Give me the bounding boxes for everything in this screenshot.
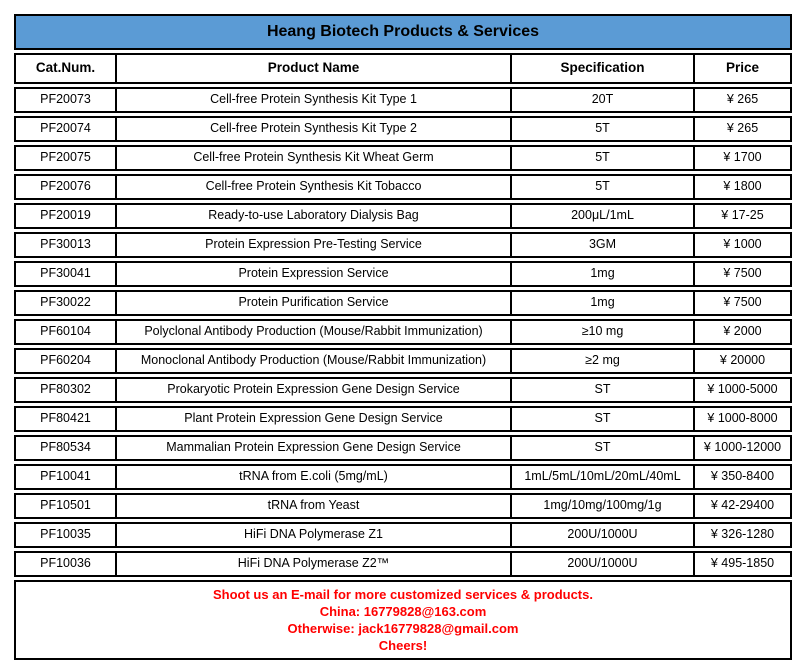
table-row [14,290,792,316]
table-row [14,464,792,490]
products-price-table [14,14,792,660]
table-row [14,174,792,200]
cell-specification: 200μL/1mL [512,205,695,227]
cell-specification: 5T [512,147,695,169]
cell-catnum: PF20075 [16,147,117,169]
cell-catnum: PF20019 [16,205,117,227]
footer-line-otherwise-email: Otherwise: jack16779828@gmail.com [287,621,519,636]
cell-price: ¥ 20000 [719,353,766,368]
cell-specification: 3GM [512,234,695,256]
table-row [14,435,792,461]
cell-price: ¥ 42-29400 [710,498,775,513]
cell-price: ¥ 326-1280 [710,527,775,542]
table-row [14,232,792,258]
column-header-specification: Specification [512,55,695,82]
footer-line-cheers: Cheers! [378,638,428,653]
cell-specification: 1mg [512,263,695,285]
cell-price: ¥ 1000 [723,237,762,252]
cell-product-name: Protein Expression Pre-Testing Service [117,234,512,256]
table-row [14,87,792,113]
footer-note [14,580,792,660]
table-row [14,319,792,345]
cell-catnum: PF30041 [16,263,117,285]
cell-price: ¥ 1000-12000 [703,440,782,455]
cell-specification: 5T [512,176,695,198]
cell-product-name: Cell-free Protein Synthesis Kit Wheat Germ [117,147,512,169]
cell-price: ¥ 2000 [723,324,762,339]
cell-catnum: PF30013 [16,234,117,256]
cell-product-name: Cell-free Protein Synthesis Kit Type 2 [117,118,512,140]
cell-price: ¥ 7500 [723,266,762,281]
cell-product-name: Polyclonal Antibody Production (Mouse/Rabbit Immunization) [117,321,512,343]
cell-catnum: PF80302 [16,379,117,401]
cell-price: ¥ 1700 [723,150,762,165]
cell-product-name: Cell-free Protein Synthesis Kit Tobacco [117,176,512,198]
cell-price: ¥ 1000-5000 [707,382,778,397]
cell-catnum: PF30022 [16,292,117,314]
cell-specification: 5T [512,118,695,140]
cell-product-name: Plant Protein Expression Gene Design Service [117,408,512,430]
cell-catnum: PF10036 [16,553,117,575]
table-title: Heang Biotech Products & Services [14,14,792,50]
cell-price: ¥ 7500 [723,295,762,310]
cell-product-name: Protein Purification Service [117,292,512,314]
cell-specification: ST [512,408,695,430]
cell-specification: ≥10 mg [512,321,695,343]
column-header-catnum: Cat.Num. [16,55,117,82]
table-row [14,348,792,374]
cell-specification: ≥2 mg [512,350,695,372]
cell-product-name: Protein Expression Service [117,263,512,285]
cell-specification: 1mg/10mg/100mg/1g [512,495,695,517]
cell-product-name: Monoclonal Antibody Production (Mouse/Rabbit Immunization) [117,350,512,372]
cell-price: ¥ 1800 [723,179,762,194]
footer-line-china-email: China: 16779828@163.com [319,604,487,619]
table-header-row [14,53,792,84]
cell-catnum: PF20074 [16,118,117,140]
cell-price: ¥ 265 [726,121,759,136]
cell-price: ¥ 17-25 [721,208,764,223]
cell-price: ¥ 495-1850 [710,556,775,571]
cell-product-name: Ready-to-use Laboratory Dialysis Bag [117,205,512,227]
column-header-product-name: Product Name [117,55,512,82]
cell-catnum: PF80534 [16,437,117,459]
cell-specification: 1mg [512,292,695,314]
cell-catnum: PF60204 [16,350,117,372]
cell-price: ¥ 1000-8000 [707,411,778,426]
table-row [14,522,792,548]
cell-specification: 200U/1000U [512,524,695,546]
footer-line-email-note: Shoot us an E-mail for more customized services & products. [213,587,593,602]
cell-specification: 1mL/5mL/10mL/20mL/40mL [512,466,695,488]
cell-price: ¥ 350-8400 [710,469,775,484]
cell-catnum: PF20076 [16,176,117,198]
table-row [14,116,792,142]
table-row [14,493,792,519]
cell-catnum: PF10035 [16,524,117,546]
table-row [14,203,792,229]
cell-product-name: HiFi DNA Polymerase Z1 [117,524,512,546]
table-row [14,406,792,432]
cell-specification: ST [512,437,695,459]
column-header-price: Price [725,60,760,76]
table-row [14,377,792,403]
cell-product-name: Mammalian Protein Expression Gene Design Service [117,437,512,459]
table-row [14,261,792,287]
cell-product-name: tRNA from E.coli (5mg/mL) [117,466,512,488]
table-body [14,87,792,577]
cell-catnum: PF10501 [16,495,117,517]
cell-specification: ST [512,379,695,401]
cell-catnum: PF80421 [16,408,117,430]
cell-product-name: tRNA from Yeast [117,495,512,517]
cell-product-name: Prokaryotic Protein Expression Gene Design Service [117,379,512,401]
cell-catnum: PF10041 [16,466,117,488]
cell-product-name: Cell-free Protein Synthesis Kit Type 1 [117,89,512,111]
cell-product-name: HiFi DNA Polymerase Z2™ [117,553,512,575]
table-row [14,551,792,577]
cell-specification: 20T [512,89,695,111]
cell-specification: 200U/1000U [512,553,695,575]
cell-price: ¥ 265 [726,92,759,107]
table-row [14,145,792,171]
cell-catnum: PF20073 [16,89,117,111]
cell-catnum: PF60104 [16,321,117,343]
